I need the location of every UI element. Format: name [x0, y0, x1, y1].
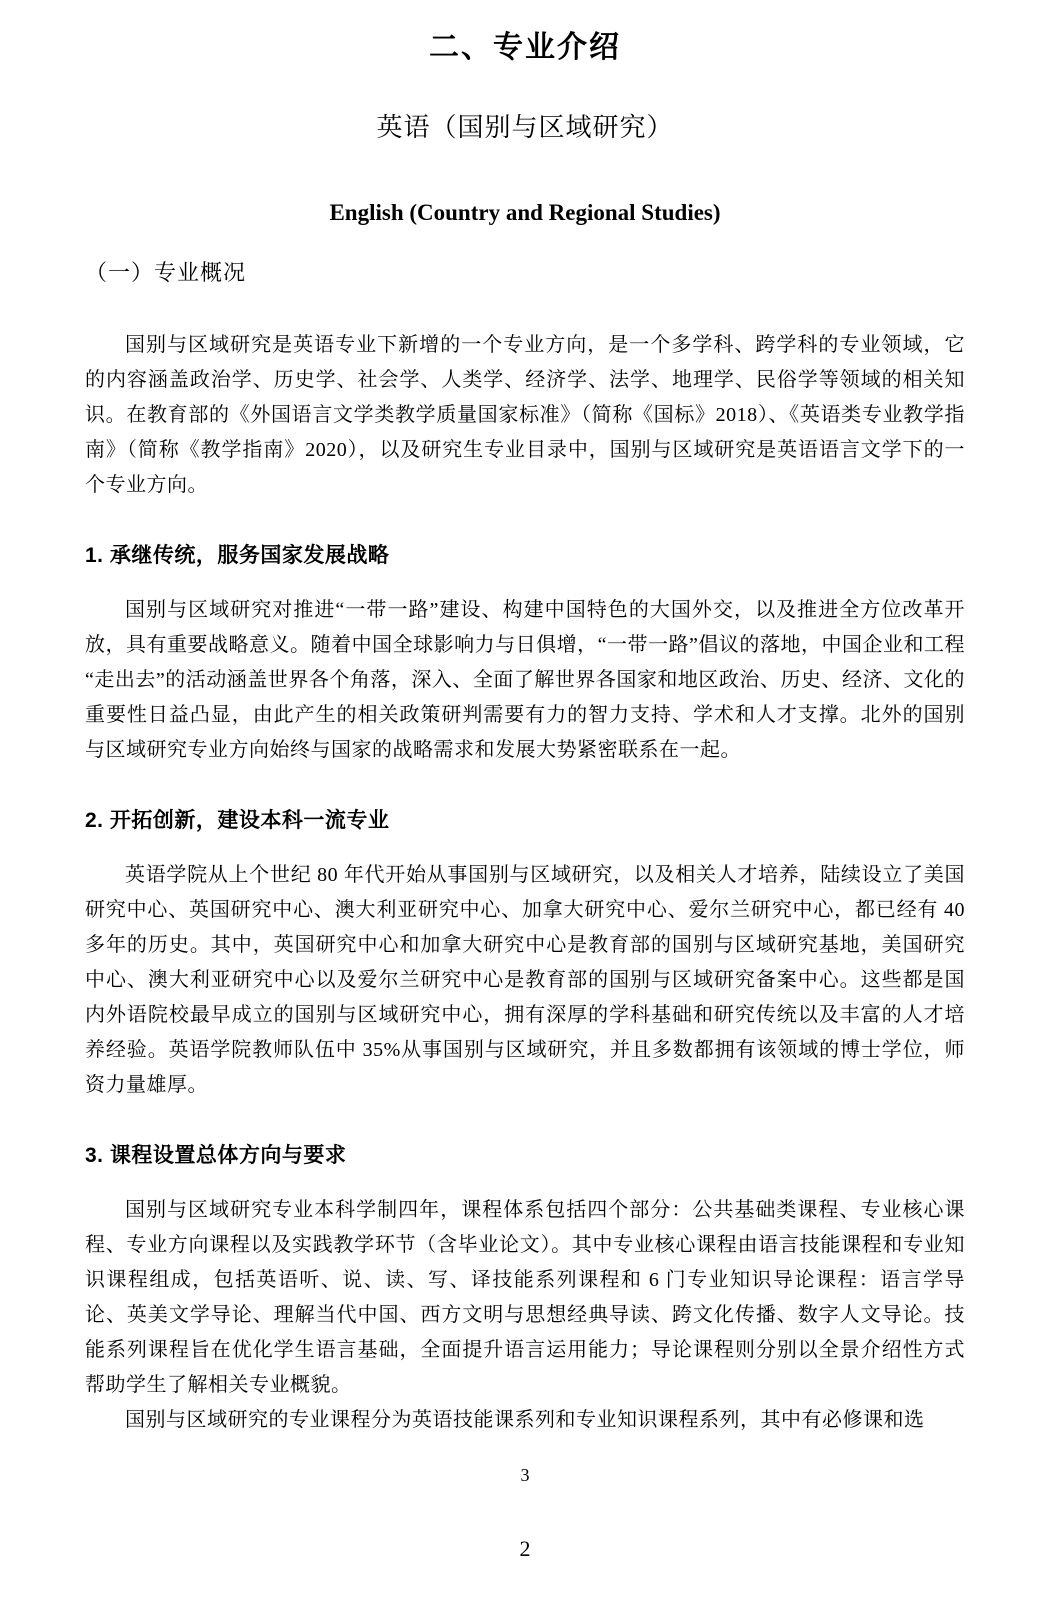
page-number: 2: [519, 1536, 531, 1561]
inner-page-number: 3: [520, 1465, 530, 1485]
subheading-3-curriculum-direction: 3. 课程设置总体方向与要求: [85, 1144, 347, 1167]
paragraph-section-1: 国别与区域研究对推进“一带一路”建设、构建中国特色的大国外交，以及推进全方位改革开放，具有重要战略意义。随着中国全球影响力与日俱增，“一带一路”倡议的落地，中国企业和工程“走出去”的活动涵盖世界各个角落，深入、全面了解世界各国家和地区政治、历史、经济、文化的重要性日益凸显，由此产生的相关政策研判需要有力的智力支持、学术和人才支撑。北外的国别与区域研究专业方向始终与国家的战略需求和发展大势紧密联系在一起。: [85, 599, 965, 761]
program-title-en: English (Country and Regional Studies): [329, 200, 721, 225]
paragraph-intro: 国别与区域研究是英语专业下新增的一个专业方向，是一个多学科、跨学科的专业领域，它的内容涵盖政治学、历史学、社会学、人类学、经济学、法学、地理学、民俗学等领域的相关知识。在教育部的《外国语言文学类教学质量国家标准》（简称《国标》2018）、《英语类专业教学指南》（简称《教学指南》2020），以及研究生专业目录中，国别与区域研究是英语语言文学下的一个专业方向。: [85, 334, 965, 496]
section-heading-overview: （一）专业概况: [85, 260, 247, 285]
paragraph-section-2: 英语学院从上个世纪 80 年代开始从事国别与区域研究，以及相关人才培养，陆续设立了美国研究中心、英国研究中心、澳大利亚研究中心、加拿大研究中心、爱尔兰研究中心，都已经有 40 多年的历史。其中，英国研究中心和加拿大研究中心是教育部的国别与区域研究基地，美国研究中心、澳大利亚研究中心以及爱尔兰研究中心是教育部的国别与区域研究备案中心。这些都是国内外语院校最早成立的国别与区域研究中心，拥有深厚的学科基础和研究传统以及丰富的人才培养经验。英语学院教师队伍中 35%从事国别与区域研究，并且多数都拥有该领域的博士学位，师资力量雄厚。: [85, 864, 965, 1096]
program-title-cn: 英语（国别与区域研究）: [376, 113, 674, 142]
subheading-2-innovation-first-class: 2. 开拓创新，建设本科一流专业: [85, 809, 390, 832]
subheading-1-tradition-strategy: 1. 承继传统，服务国家发展战略: [85, 544, 390, 567]
paragraph-section-3b: 国别与区域研究的专业课程分为英语技能课系列和专业知识课程系列，其中有必修课和选: [125, 1409, 925, 1431]
page-title: 二、专业介绍: [429, 31, 621, 64]
paragraph-section-3a: 国别与区域研究专业本科学制四年，课程体系包括四个部分：公共基础类课程、专业核心课程、专业方向课程以及实践教学环节（含毕业论文）。其中专业核心课程由语言技能课程和专业知识课程组成，包括英语听、说、读、写、译技能系列课程和 6 门专业知识导论课程：语言学导论、英美文学导论、理解当代中国、西方文明与思想经典导读、跨文化传播、数字人文导论。技能系列课程旨在优化学生语言基础，全面提升语言运用能力；导论课程则分别以全景介绍性方式帮助学生了解相关专业概貌。: [85, 1199, 965, 1396]
